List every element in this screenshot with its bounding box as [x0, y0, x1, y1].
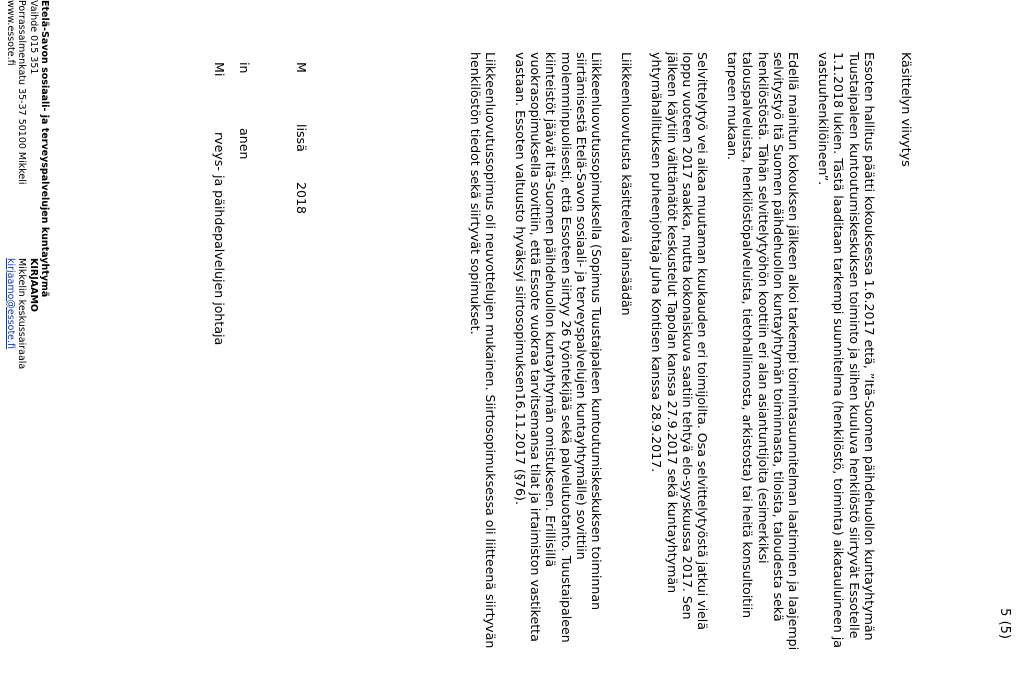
signature-name-part1: in — [237, 62, 252, 74]
footer-website: www.essote.fi — [5, 0, 17, 66]
footer-registry-email-link[interactable]: kirjaamo@essote.fi — [5, 258, 17, 350]
footer-registry — [5, 258, 39, 369]
paragraph-planning: Edellä mainitun kokouksen jälkeen alkoi tarkempi toimintasuunnitelman laatiminen ja laajempi selvitystyö Itä Suomen päihdehuollon kuntayhtymän toiminnasta, tiloista, taloudesta sekä henkilöstöstä. Tähän selvittelytyöhön koottiin eri alan asiantuntijoita (esimerkiksi talouspalveluista, henkilöstöpalveluista, tietohallinnosta, arkistosta) tai heitä konsultoitiin tarpeen mukaan. — [725, 52, 801, 651]
signature-year: 2018 — [294, 182, 309, 215]
footer-registry-title: KIRJAAMO — [27, 258, 39, 312]
paragraph-investigation: Selvittelytyö vei aikaa muutaman kuukauden eri toimijoilta. Osa selvittelytyöstä jatkui vielä loppu vuoteen 2017 saakka, mutta kokonaiskuva saatiin tehtyä elo-syyskuussa 2017. Sen jälkeen käytiin välttämätöt keskustelut Tapolan kanssa 27.9.2017 sekä kuntayhtymän yhtymähallituksen puheenjohtaja Juha Kontisen kanssa 28.9.2017. — [649, 52, 710, 631]
footer-org-name: Etelä-Savon sosiaali- ja terveyspalvelujen kuntayhtymä — [38, 0, 50, 298]
footer-phone: Vaihde 015 351 — [27, 0, 39, 75]
footer-address: Porrassalmenkatu 35-37 50100 Mikkeli — [16, 0, 28, 185]
signature-name — [237, 62, 252, 482]
signature-place: M — [294, 62, 309, 73]
document-body — [452, 52, 914, 652]
signature-name-part2: anen — [237, 128, 252, 160]
page-number: 5 (5) — [997, 608, 1012, 639]
footer-registry-location: Mikkelin keskussairaala — [16, 258, 28, 370]
paragraph-decision: Essoten hallitus päätti kokouksessa 1.6.2017 että, ”Itä-Suomen päihdehuollon kuntayhtymän Tuustaipaleen kuntoutumiskeskuksen toiminto ja siihen kuuluva henkilöstö siirtyvät Essotelle 1.1.2018 lukien. Tästä laaditaan tarkempi suunnitelma (henkilöstö, toiminta) aikatauluineen ja vastuuhenkilöineen”. — [816, 52, 877, 648]
paragraph-transfer-agreement: Liikkeenluovutussopimuksella (Sopimus Tuustaipaleen kuntoutumiskeskuksen toiminnan siirtämisestä Etelä-Savon sosiaali- ja terveyspalvelujen kuntayhtymälle) sovittiin molemminpuolisesti, että Essoteen siirtyy 26 työntekijää sekä palvelutuotanto. Tuustaipaleen kiinteistöt jäävät Itä-Suomen päihdehuollon kuntayhtymän omistukseen. Erillisillä vuokrasopimuksella sovittiin, että Essote vuokraa tarvitsemansa tilat ja irtaimiston vastiketta vastaan. Essoten valtuusto hyväksyi siirtosopimuksen16.11.2017 (§76). — [512, 52, 604, 643]
signature-title-part1: Mi — [212, 62, 227, 77]
signature-month: lissä — [294, 124, 309, 152]
paragraph-negotiation: Liikkeenluovutussopimus oli neuvottelujen mukainen. Siirtosopimuksessa oli liitteenä siirtyvän henkilöstön tiedot sekä siirtyvät sopimukset. — [467, 52, 498, 649]
signature-title — [212, 62, 227, 482]
signature-place-date — [294, 62, 309, 482]
footer-contact — [5, 0, 50, 297]
signature-block — [202, 62, 309, 482]
signature-title-part2: rveys- ja päihdepalvelujen johtaja — [212, 132, 227, 346]
section-heading: Käsittelyn viivytys — [899, 52, 914, 167]
paragraph-legislation-heading: Liikkeenluovutusta käsittelevä lainsäädän — [619, 52, 635, 316]
